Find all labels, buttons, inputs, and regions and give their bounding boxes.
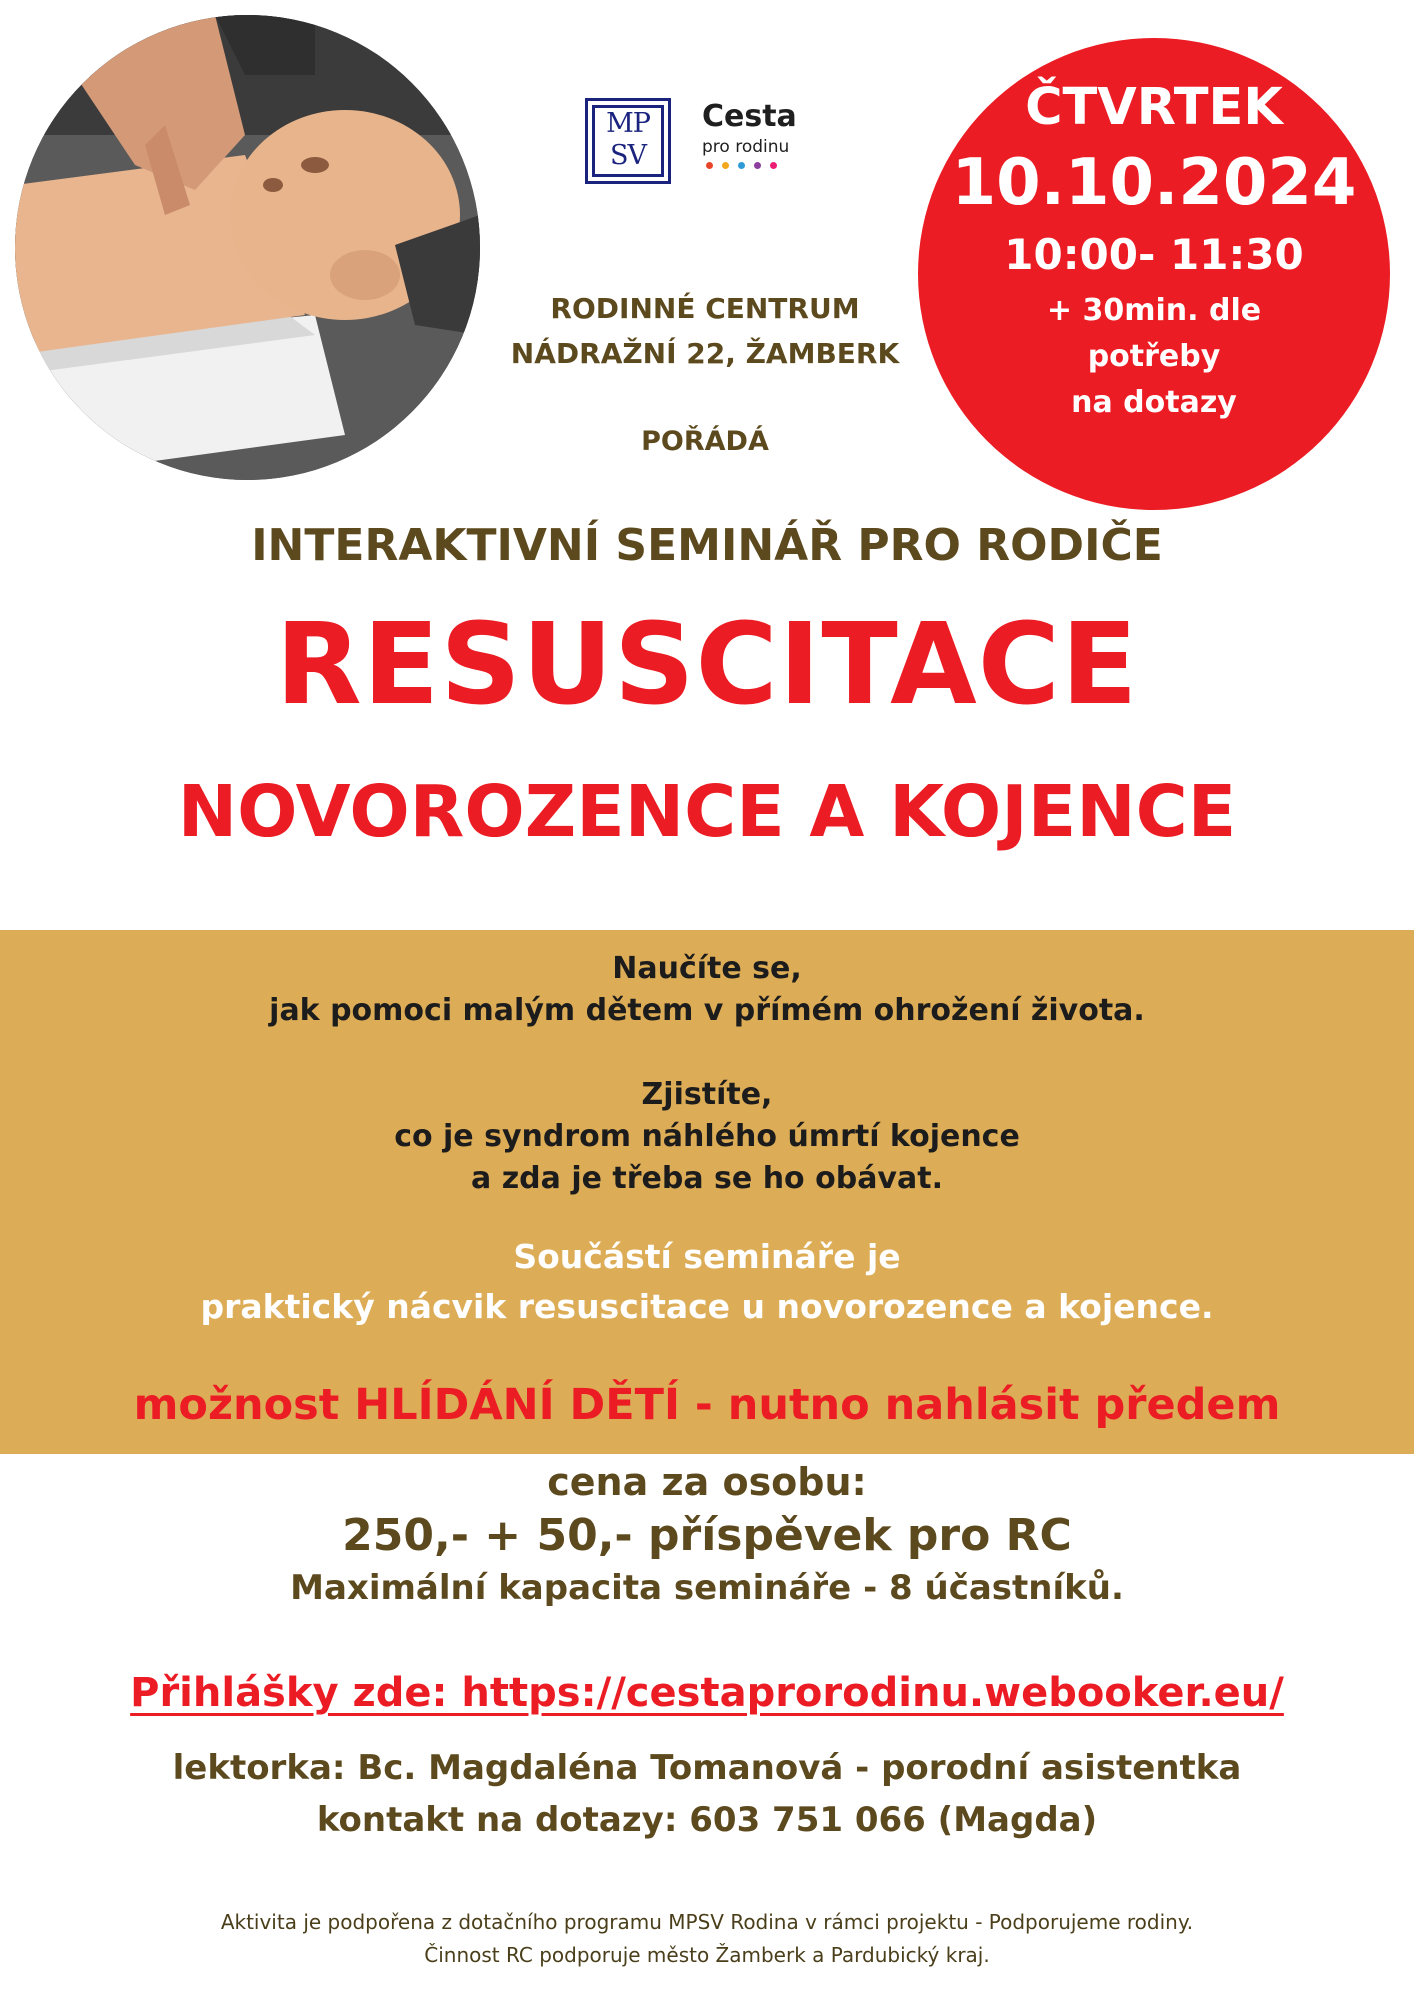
page-title: RESUSCITACE [275, 600, 1139, 730]
cpr-photo [15, 15, 480, 480]
signup-link[interactable] [0, 1670, 1414, 1716]
babysitting-note: možnost HLÍDÁNÍ DĚTÍ - nutno nahlásit předem [133, 1380, 1281, 1430]
organizer-address: NÁDRAŽNÍ 22, ŽAMBERK [510, 337, 900, 370]
practice-line: praktický nácvik resuscitace u novorozence a kojence. [200, 1287, 1214, 1326]
capacity-note: Maximální kapacita semináře - 8 účastníků. [290, 1568, 1124, 1608]
event-date: 10.10.2024 [951, 146, 1357, 220]
event-extra-line: + 30min. dle [1046, 293, 1262, 328]
logo-dot [754, 162, 761, 169]
mpsv-logo-text-top: MP [606, 108, 650, 139]
logo-dot [706, 162, 713, 169]
learn-text [0, 948, 1414, 1032]
organizer-presents: POŘÁDÁ [641, 426, 769, 457]
signup-link-text[interactable]: Přihlášky zde: https://cestaprorodinu.webooker.eu/ [130, 1670, 1284, 1716]
event-time: 10:00- 11:30 [1004, 230, 1304, 279]
mpsv-logo-text-bottom: SV [610, 140, 646, 171]
learn-line: Naučíte se, [612, 951, 802, 986]
price-value: 250,- + 50,- příspěvek pro RC [342, 1510, 1072, 1561]
infant-manikin-image [15, 15, 480, 480]
find-text [0, 1074, 1414, 1200]
seminar-heading: INTERAKTIVNÍ SEMINÁŘ PRO RODIČE [251, 520, 1163, 571]
find-line: Zjistíte, [641, 1077, 773, 1112]
mpsv-logo-mark [592, 105, 664, 177]
organizer-name: RODINNÉ CENTRUM [550, 292, 860, 325]
lecturer-info: lektorka: Bc. Magdaléna Tomanová - porodní asistentka [172, 1748, 1242, 1788]
find-line: co je syndrom náhlého úmrtí kojence [394, 1119, 1020, 1154]
page-subtitle: NOVOROZENCE A KOJENCE [177, 770, 1237, 853]
cesta-logo-dots [706, 162, 777, 169]
event-extra-line: potřeby [1087, 339, 1221, 374]
price-label: cena za osobu: [547, 1460, 867, 1504]
practice-text [0, 1232, 1414, 1332]
event-extra-time [1004, 288, 1304, 426]
contact-phone: kontakt na dotazy: 603 751 066 (Magda) [316, 1800, 1098, 1840]
event-extra-line: na dotazy [1071, 385, 1237, 420]
logo-dot [722, 162, 729, 169]
find-line: a zda je třeba se ho obávat. [471, 1161, 943, 1196]
cesta-logo-title: Cesta [702, 99, 797, 134]
practice-line: Součástí semináře je [513, 1237, 901, 1276]
event-day: ČTVRTEK [1025, 78, 1283, 137]
cesta-logo-subtitle: pro rodinu [702, 137, 790, 157]
footer-line: Činnost RC podporuje město Žamberk a Pardubický kraj. [424, 1943, 990, 1967]
logo-dot [770, 162, 777, 169]
footer-line: Aktivita je podpořena z dotačního programu MPSV Rodina v rámci projektu - Podporujeme rodiny. [220, 1910, 1194, 1934]
mpsv-logo [585, 98, 671, 184]
logo-dot [738, 162, 745, 169]
date-circle [918, 38, 1390, 510]
learn-line: jak pomoci malým dětem v přímém ohrožení života. [269, 993, 1145, 1028]
